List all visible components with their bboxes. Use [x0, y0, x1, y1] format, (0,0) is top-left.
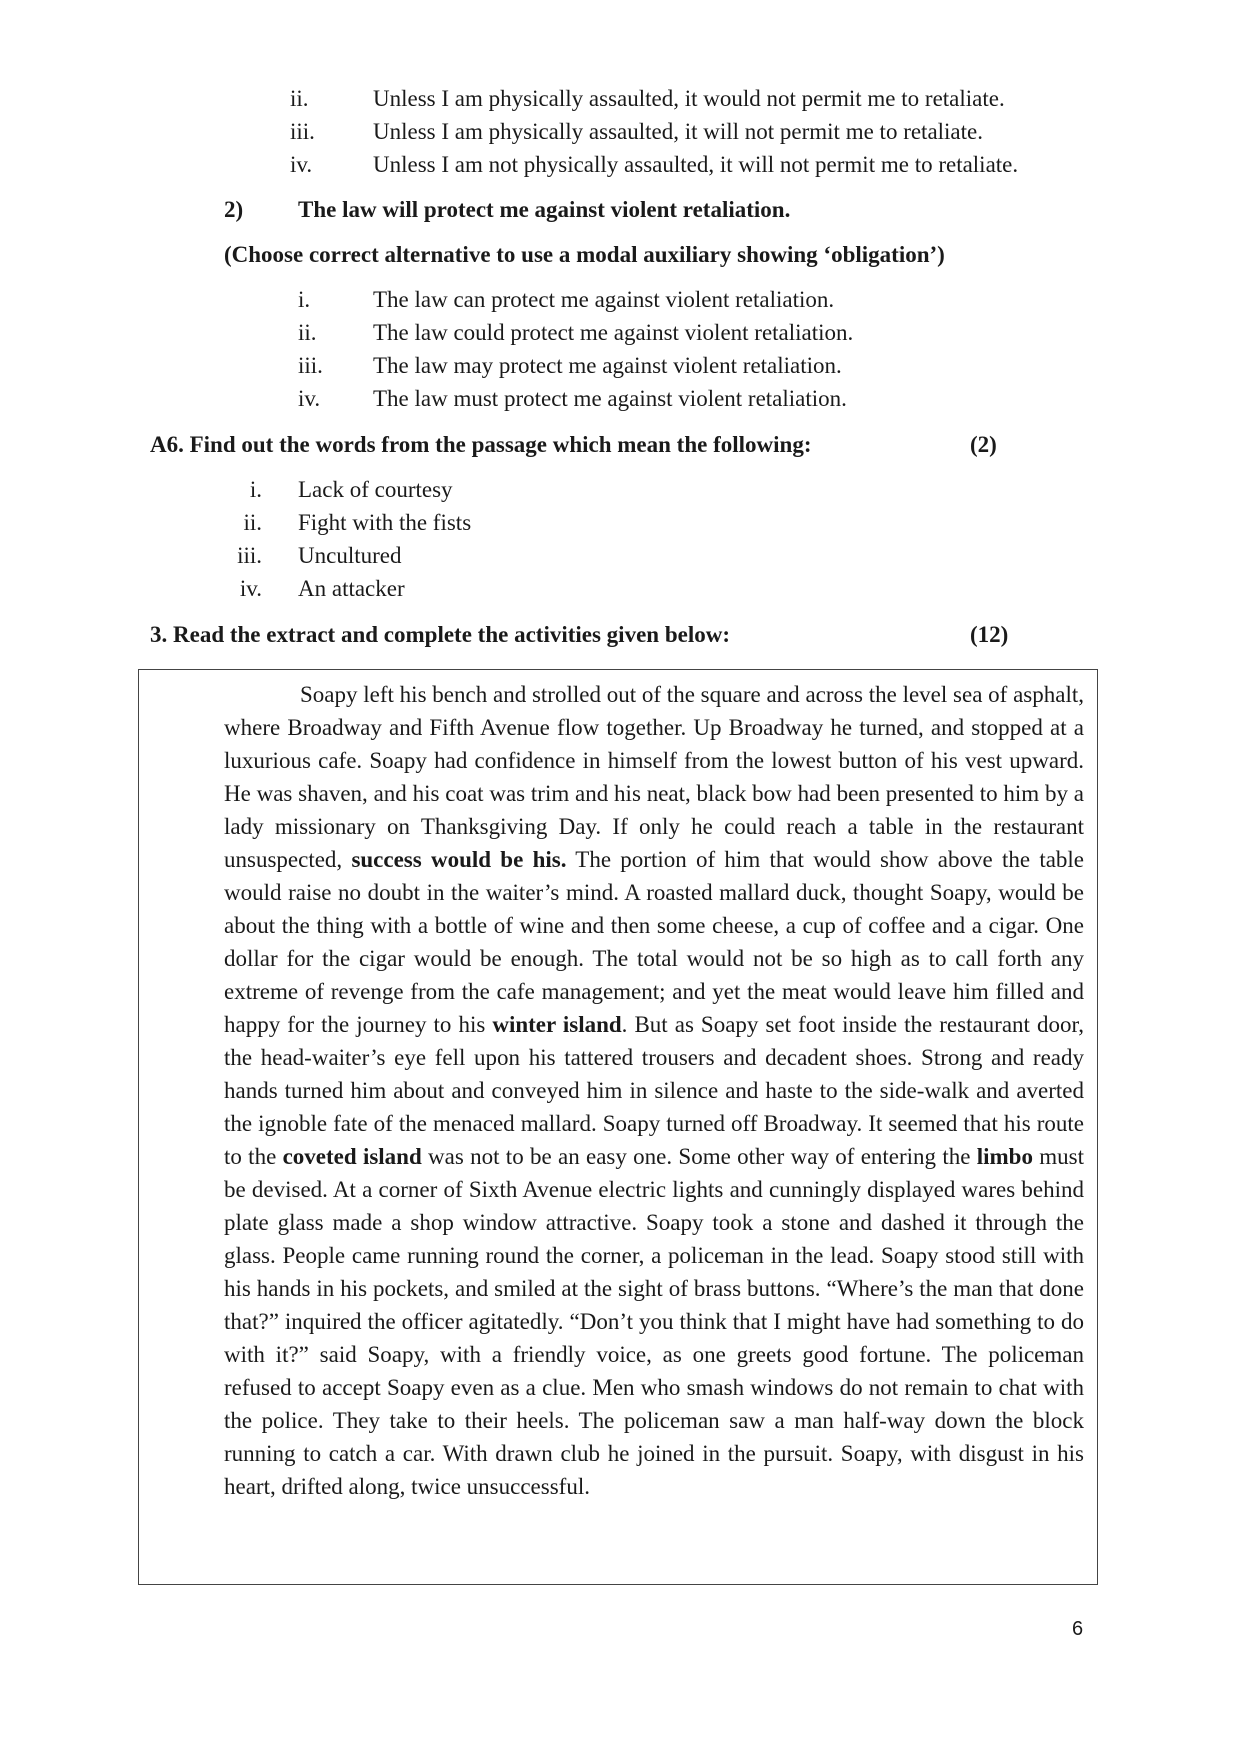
a6-title: A6. Find out the words from the passage which mean the following:	[150, 432, 812, 457]
q2-instruction-text: (Choose correct alternative to use a modal auxiliary showing ‘obligation’)	[224, 242, 945, 267]
option-number: ii.	[290, 86, 309, 111]
extract-text-2: The portion of him that would show above the table would raise no doubt in the waiter’s mind. A roasted mallard duck, thought Soapy, would be about the thing with a bottle of wine and then some cheese, a cup of coffee and a cigar. One dollar for the cigar would be enough. The total would not be so high as to call forth any extreme of revenge from the cafe management; and yet the meat would leave him filled and happy for the journey to his	[224, 847, 1085, 1037]
page-number: 6	[1072, 1618, 1084, 1640]
extract-text-4: was not to be an easy one. Some other way of entering the	[421, 1144, 977, 1169]
item-number: i.	[249, 477, 262, 502]
item-number: ii.	[243, 510, 262, 535]
a6-marks: (2)	[970, 432, 997, 457]
q2-sentence: The law will protect me against violent retaliation.	[298, 197, 791, 222]
item-text: An attacker	[298, 576, 405, 601]
option-text: Unless I am physically assaulted, it would not permit me to retaliate.	[373, 86, 1005, 111]
option-number: i.	[298, 287, 311, 312]
extract-text-1: Soapy left his bench and strolled out of the square and across the level sea of asphalt, where Broadway and Fifth Avenue flow together. Up Broadway he turned, and stopped at a luxurious cafe. Soapy had confidence in himself from the lowest button of his vest upward. He was shaven, and his coat was trim and his neat, black bow had been presented to him by a lady missionary on Thanksgiving Day. If only he could reach a table in the restaurant unsuspected,	[224, 682, 1084, 872]
option-text: The law may protect me against violent retaliation.	[373, 353, 842, 378]
extract-bold-winter-island: winter island	[492, 1012, 622, 1037]
section3-marks: (12)	[970, 622, 1009, 647]
extract-text-5: must be devised. At a corner of Sixth Avenue electric lights and cunningly displayed wares behind plate glass made a shop window attractive. Soapy took a stone and dashed it through the glass. People came running round the corner, a policeman in the lead. Soapy stood still with his hands in his pockets, and smiled at the sight of brass buttons. “Where’s the man that done that?” inquired the officer agitatedly. “Don’t you think that I might have had something to do with it?” said Soapy, with a friendly voice, as one greets good fortune. The policeman refused to accept Soapy even as a clue. Men who smash windows do not remain to chat with the police. They take to their heels. The policeman saw a man half-way down the block running to catch a car. With drawn club he joined in the pursuit. Soapy, with disgust in his heart, drifted along, twice unsuccessful.	[224, 1144, 1084, 1499]
item-number: iv.	[239, 576, 262, 601]
option-text: The law must protect me against violent retaliation.	[373, 386, 847, 411]
extract-bold-coveted-island: coveted island	[282, 1144, 422, 1169]
option-number: iv.	[298, 386, 321, 411]
option-text: The law can protect me against violent retaliation.	[373, 287, 835, 312]
option-text: Unless I am physically assaulted, it will not permit me to retaliate.	[373, 119, 983, 144]
extract-bold-limbo: limbo	[976, 1144, 1033, 1169]
extract-bold-success: success would be his.	[351, 847, 567, 872]
section3-title: 3. Read the extract and complete the activities given below:	[150, 622, 730, 647]
item-text: Fight with the fists	[298, 510, 472, 535]
option-number: iii.	[298, 353, 323, 378]
extract-box	[138, 669, 1098, 1585]
option-number: iii.	[290, 119, 315, 144]
item-number: iii.	[237, 543, 262, 568]
extract-paragraph	[224, 678, 1084, 1503]
option-text: The law could protect me against violent retaliation.	[373, 320, 854, 345]
q2-number: 2)	[224, 197, 244, 222]
extract-text-3: . But as Soapy set foot inside the restaurant door, the head-waiter’s eye fell upon his tattered trousers and decadent shoes. Strong and ready hands turned him about and conveyed him in silence and haste to the side-walk and averted the ignoble fate of the menaced mallard. Soapy turned off Broadway. It seemed that his route to the	[224, 1012, 1084, 1169]
option-number: iv.	[290, 152, 313, 177]
option-number: ii.	[298, 320, 317, 345]
item-text: Lack of courtesy	[298, 477, 453, 502]
option-text: Unless I am not physically assaulted, it will not permit me to retaliate.	[373, 152, 1019, 177]
item-text: Uncultured	[298, 543, 402, 568]
